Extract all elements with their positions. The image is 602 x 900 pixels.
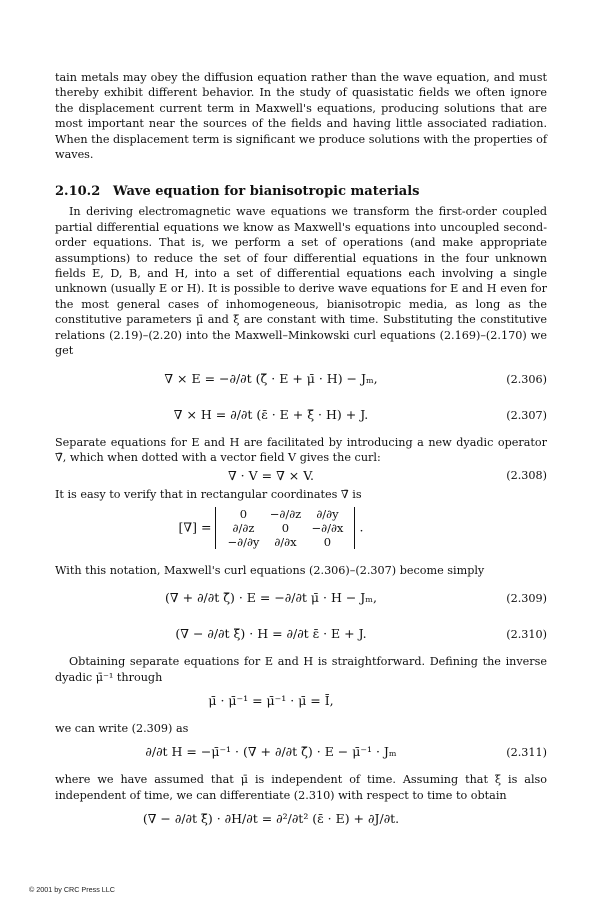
matrix-cell: −∂/∂y xyxy=(227,534,260,549)
write-paragraph: we can write (2.309) as xyxy=(55,721,189,735)
equation-2306 xyxy=(55,363,547,399)
equation-number: (2.308) xyxy=(506,469,547,483)
equation-number: (2.306) xyxy=(506,372,547,386)
matrix-cell: −∂/∂z xyxy=(269,506,302,521)
verify-paragraph: It is easy to verify that in rectangular coordinates ∇̄ is xyxy=(55,488,362,502)
matrix-cell: ∂/∂z xyxy=(232,520,255,535)
equation-2309 xyxy=(55,582,547,618)
curl-matrix xyxy=(55,503,547,563)
equation-number: (2.309) xyxy=(506,592,547,606)
section-number: 2.10.2 xyxy=(55,184,101,200)
matrix-end: . xyxy=(359,519,364,535)
equation-number: (2.307) xyxy=(506,408,547,422)
equation-2311 xyxy=(55,736,547,772)
equation-2308 xyxy=(55,465,547,487)
equation-body: (∇̄ − ∂/∂t ξ̄) · ∂H/∂t = ∂²/∂t² (ε̄ · E) + ∂J/∂t. xyxy=(142,811,400,827)
matrix-cell: 0 xyxy=(239,506,248,521)
equation-inverse xyxy=(55,685,547,721)
equation-body: ∇̄ · V = ∇ × V. xyxy=(227,468,315,484)
equation-body: μ̄ · μ̄⁻¹ = μ̄⁻¹ · μ̄ = Ī, xyxy=(208,692,334,708)
matrix-cell: −∂/∂x xyxy=(311,520,344,535)
equation-2307 xyxy=(55,399,547,435)
section-heading xyxy=(55,184,547,199)
notation-paragraph: With this notation, Maxwell's curl equations (2.306)–(2.307) become simply xyxy=(55,563,485,577)
obtaining-paragraph: Obtaining separate equations for E and H is straightforward. Defining the inverse dyadic μ̄⁻¹ through xyxy=(55,655,547,684)
matrix-grid xyxy=(215,507,355,549)
page-content xyxy=(55,70,547,839)
equation-final xyxy=(55,803,547,839)
deriving-paragraph: In deriving electromagnetic wave equations we transform the first-order coupled partial differential equations we know as Maxwell's equations into uncoupled second-order equations. That is, we perform a set of operations (and make appropriate assumptions) to reduce the set of four differential equations in the four unknown fields E, D, B, and H, into a set of differential equations each involving a single unknown (usually E or H). It is possible to derive wave equations for E and H even for the most general cases of inhomogeneous, bianisotropic media, as long as the constitutive parameters μ̄ and ξ̄ are constant with time. Substituting the constitutive relations (2.19)–(2.20) into the Maxwell–Minkowski curl equations (2.169)–(2.170) we get xyxy=(55,205,547,358)
section-title: Wave equation for bianisotropic materials xyxy=(113,184,420,200)
equation-body: ∂/∂t H = −μ̄⁻¹ · (∇̄ + ∂/∂t ζ̄) · E − μ̄⁻¹ · Jₘ xyxy=(145,744,397,760)
equation-2310 xyxy=(55,618,547,654)
matrix-cell: ∂/∂x xyxy=(274,534,297,549)
separate-paragraph: Separate equations for E and H are facilitated by introducing a new dyadic operator ∇̄, which when dotted with a vector field V gives the curl: xyxy=(55,435,547,464)
equation-number: (2.310) xyxy=(506,628,547,642)
matrix-lhs: [∇̄] = xyxy=(178,519,212,535)
copyright-footer: © 2001 by CRC Press LLC xyxy=(29,885,115,894)
equation-body: ∇ × E = −∂/∂t (ζ̄ · E + μ̄ · H) − Jₘ, xyxy=(164,370,378,386)
assumed-paragraph: where we have assumed that μ̄ is independent of time. Assuming that ξ̄ is also independent of time, we can differentiate (2.310) with respect to time to obtain xyxy=(55,773,547,802)
equation-body: (∇̄ − ∂/∂t ξ̄) · H = ∂/∂t ε̄ · E + J. xyxy=(175,626,367,642)
equation-body: (∇̄ + ∂/∂t ζ̄) · E = −∂/∂t μ̄ · H − Jₘ, xyxy=(165,590,377,606)
intro-paragraph: tain metals may obey the diffusion equation rather than the wave equation, and must thereby exhibit different behavior. In the study of quasistatic fields we often ignore the displacement current term in Maxwell's equations, producing solutions that are most important near the sources of the fields and having little associated radiation. When the displacement term is significant we produce solutions with the properties of waves. xyxy=(55,71,547,162)
matrix-cell: ∂/∂y xyxy=(316,506,339,521)
matrix-cell: 0 xyxy=(281,520,290,535)
matrix-cell: 0 xyxy=(323,534,332,549)
equation-body: ∇ × H = ∂/∂t (ε̄ · E + ξ̄ · H) + J. xyxy=(173,406,369,422)
equation-number: (2.311) xyxy=(506,746,547,760)
